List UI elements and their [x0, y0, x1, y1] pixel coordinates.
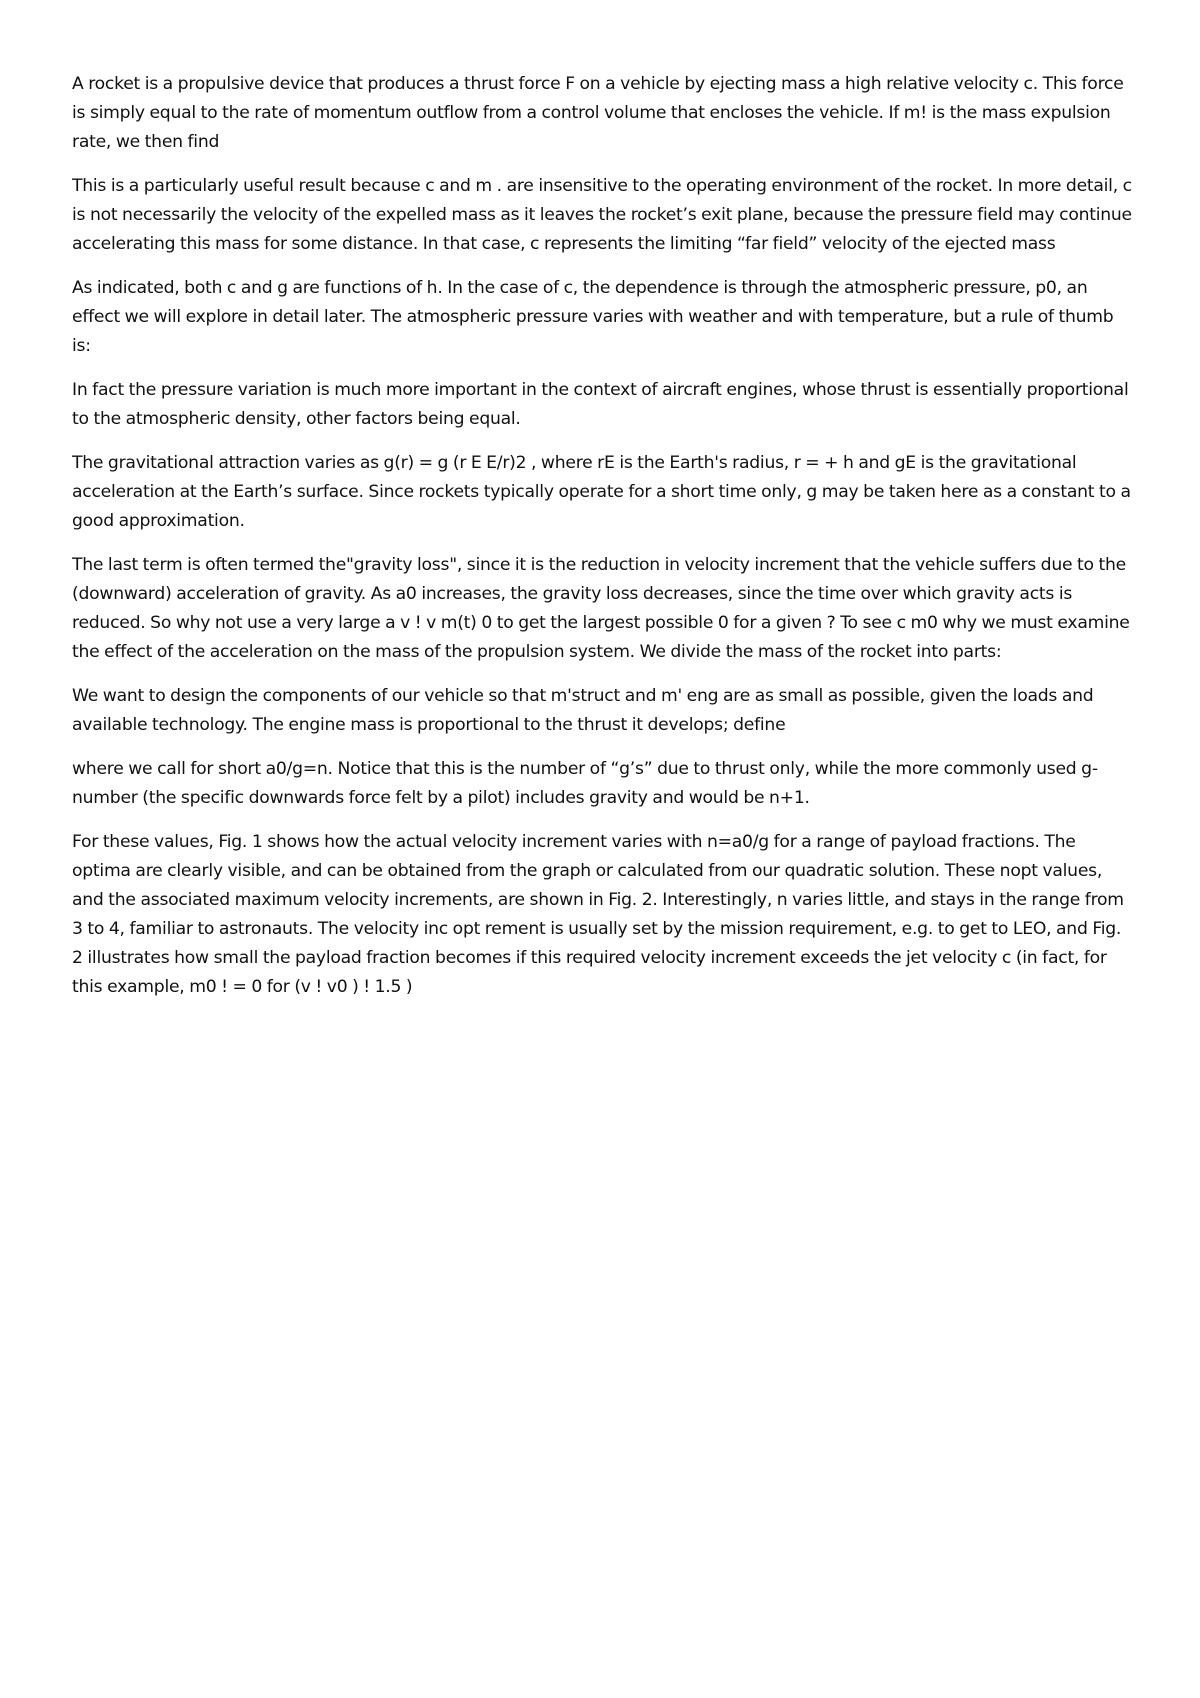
paragraph-pressure-variation: In fact the pressure variation is much more important in the context of aircraft engines, whose thrust is essentially proportional to the atmospheric density, other factors being equal.	[72, 380, 1129, 429]
paragraph-atmospheric-pressure: As indicated, both c and g are functions of h. In the case of c, the dependence is through the atmospheric pressure, p0, an effect we will explore in detail later. The atmospheric pressure varies with weather and with temperature, but a rule of thumb is:	[72, 278, 1114, 356]
paragraph-rocket-thrust: A rocket is a propulsive device that produces a thrust force F on a vehicle by ejecting mass a high relative velocity c. This force is simply equal to the rate of momentum outflow from a control volume that encloses the vehicle. If m! is the mass expulsion rate, we then find	[72, 74, 1124, 152]
paragraph-component-design: We want to design the components of our vehicle so that m'struct and m' eng are as small as possible, given the loads and available technology. The engine mass is proportional to the thrust it develops; define	[72, 686, 1094, 735]
paragraph-useful-result: This is a particularly useful result because c and m . are insensitive to the operating environment of the rocket. In more detail, c is not necessarily the velocity of the expelled mass as it leaves the rocket’s exit plane, because the pressure field may continue accelerating this mass for some distance. In that case, c represents the limiting “far field” velocity of the ejected mass	[72, 176, 1132, 254]
paragraph-g-number: where we call for short a0/g=n. Notice that this is the number of “g’s” due to thrust only, while the more commonly used g-number (the specific downwards force felt by a pilot) includes gravity and would be n+1.	[72, 759, 1098, 808]
paragraph-gravity-loss: The last term is often termed the"gravity loss", since it is the reduction in velocity increment that the vehicle suffers due to the (downward) acceleration of gravity. As a0 increases, the gravity loss decreases, since the time over which gravity acts is reduced. So why not use a very large a v ! v m(t) 0 to get the largest possible 0 for a given ? To see c m0 why we must examine the effect of the acceleration on the mass of the propulsion system. We divide the mass of the rocket into parts:	[72, 555, 1130, 662]
paragraph-velocity-increment: For these values, Fig. 1 shows how the actual velocity increment varies with n=a0/g for a range of payload fractions. The optima are clearly visible, and can be obtained from the graph or calculated from our quadratic solution. These nopt values, and the associated maximum velocity increments, are shown in Fig. 2. Interestingly, n varies little, and stays in the range from 3 to 4, familiar to astronauts. The velocity inc opt rement is usually set by the mission requirement, e.g. to get to LEO, and Fig. 2 illustrates how small the payload fraction becomes if this required velocity increment exceeds the jet velocity c (in fact, for this example, m0 ! = 0 for (v ! v0 ) ! 1.5 )	[72, 832, 1124, 997]
document-body	[72, 70, 1134, 1017]
paragraph-gravitational-attraction: The gravitational attraction varies as g(r) = g (r E E/r)2 , where rE is the Earth's radius, r = + h and gE is the gravitational acceleration at the Earth’s surface. Since rockets typically operate for a short time only, g may be taken here as a constant to a good approximation.	[72, 453, 1131, 531]
